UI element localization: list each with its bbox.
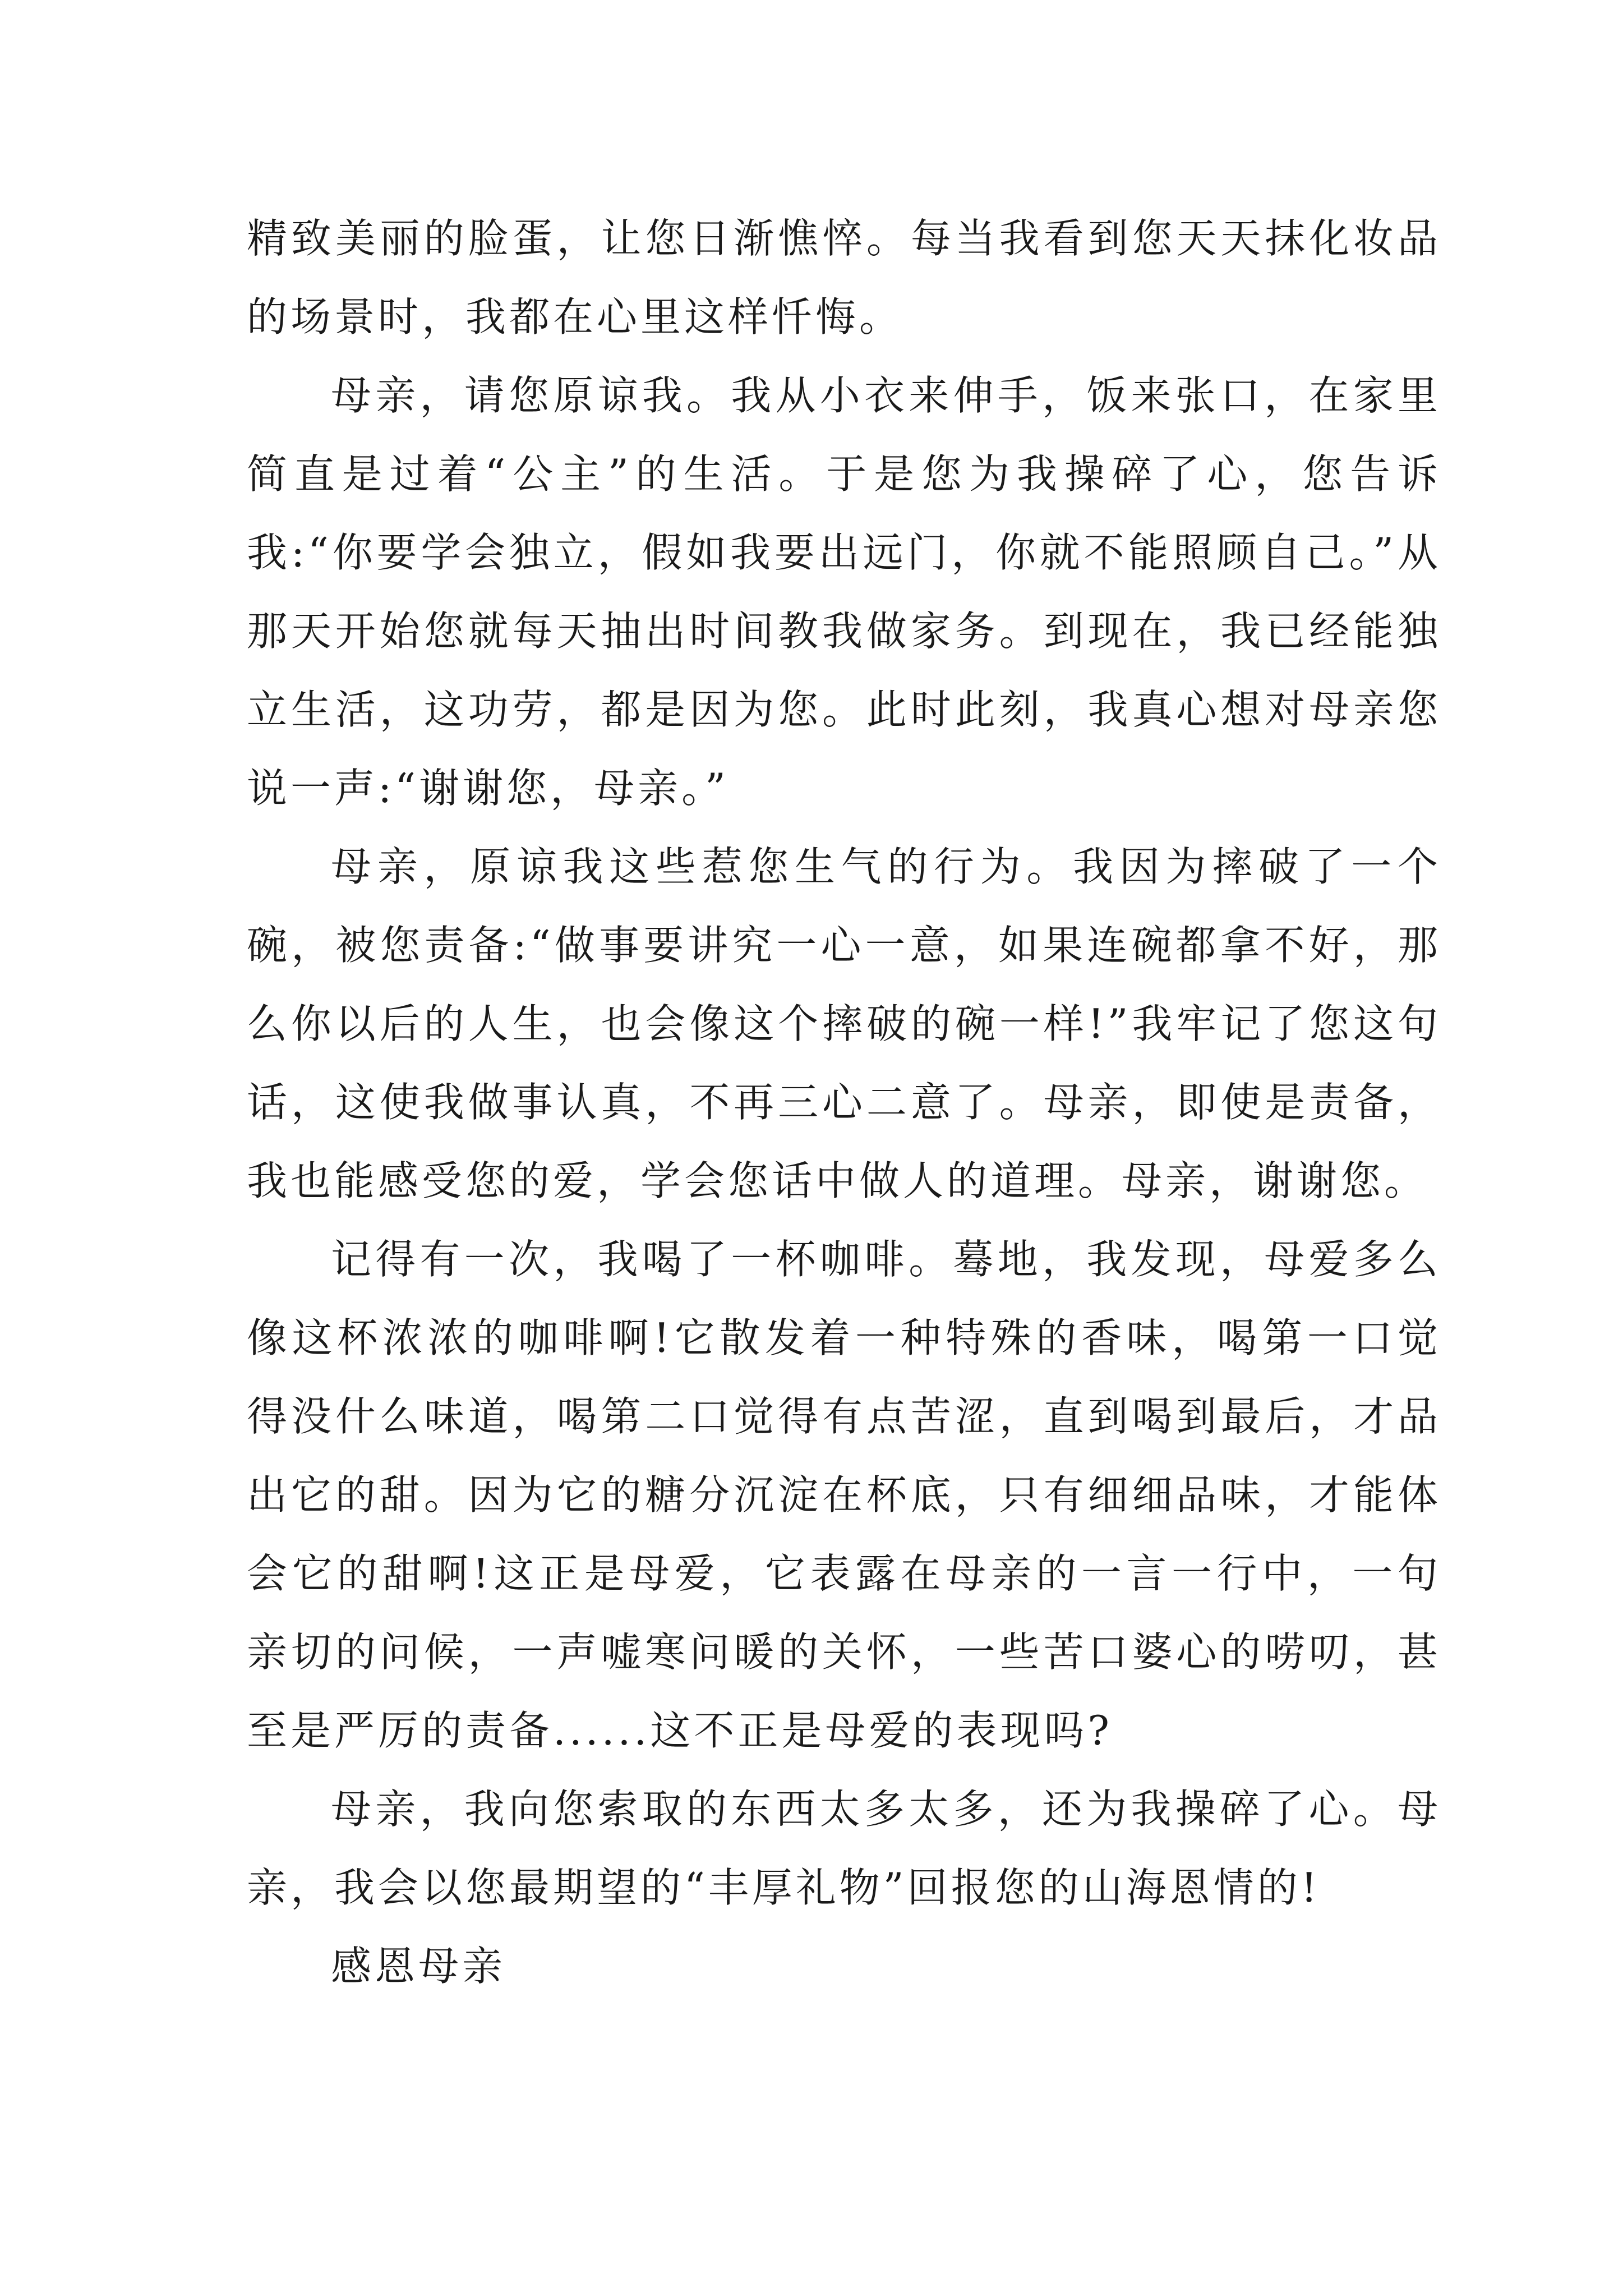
paragraph-broken-bowl: 母亲，原谅我这些惹您生气的行为。我因为摔破了一个碗，被您责备:“做事要讲究一心一意，如果连碗都拿不好，那么你以后的人生，也会像这个摔破的碗一样!”我牢记了您这句话，这使我做事认真，不再三心二意了。母亲，即使是责备，我也能感受您的爱，学会您话中做人的道理。母亲，谢谢您。: [247, 843, 1441, 1204]
paragraph-continued: 精致美丽的脸蛋，让您日渐憔悴。每当我看到您天天抹化妆品的场景时，我都在心里这样忏悔。: [247, 215, 1441, 341]
paragraph-independence: 母亲，请您原谅我。我从小衣来伸手，饭来张口，在家里简直是过着“公主”的生活。于是您为我操碎了心，您告诉我:“你要学会独立，假如我要出远门，你就不能照顾自己。”从那天开始您就每天抽出时间教我做家务。到现在，我已经能独立生活，这功劳，都是因为您。此时此刻，我真心想对母亲您说一声:“谢谢您，母亲。”: [247, 372, 1441, 812]
closing-title: 感恩母亲: [331, 1943, 506, 1990]
paragraph-gratitude: 母亲，我向您索取的东西太多太多，还为我操碎了心。母亲，我会以您最期望的“丰厚礼物”回报您的山海恩情的!: [247, 1786, 1441, 1911]
paragraph-coffee: 记得有一次，我喝了一杯咖啡。蓦地，我发现，母爱多么像这杯浓浓的咖啡啊!它散发着一种特殊的香味，喝第一口觉得没什么味道，喝第二口觉得有点苦涩，直到喝到最后，才品出它的甜。因为它的糖分沉淀在杯底，只有细细品味，才能体会它的甜啊!这正是母爱，它表露在母亲的一言一行中，一句亲切的问候，一声嘘寒问暖的关怀，一些苦口婆心的唠叨，甚至是严厉的责备......这不正是母爱的表现吗?: [247, 1236, 1441, 1754]
document-body: [247, 199, 1441, 2005]
